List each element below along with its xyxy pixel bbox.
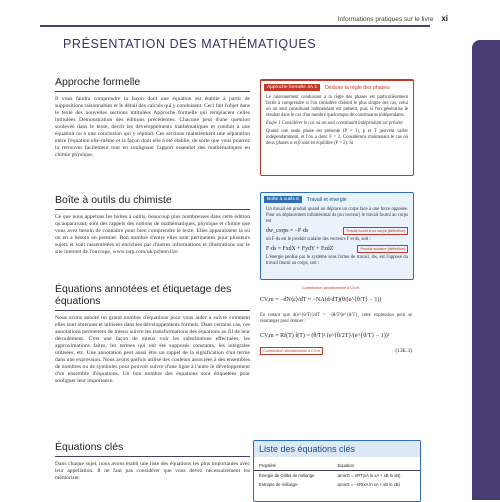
section-title: Boîte à outils du chimiste xyxy=(55,194,172,206)
section-key-equations xyxy=(55,441,250,482)
equation-annotation: Contribution vibrationnelle à CV,m xyxy=(302,286,360,290)
box-paragraph: Le raisonnement conduisant à la règle des phases est particulièrement facile à comprendre si l'on considère d'abord le plus simple des cas, celui où un seul constituant indépendant est présent, puis si l'on généralise le résultat dans le cas d'un nombre quelconque de constituants indépendants. xyxy=(266,95,408,118)
box-tag: Boîte à outils 6 xyxy=(264,196,302,203)
box-paragraph: Quand une seule phase est présente (P = 1), p et T peuvent varier indépendamment, et l'on a donc F = 2. Considérons maintenant le cas où deux phases α et β sont en équilibre (P = 2). Si xyxy=(266,129,408,146)
table-row xyxy=(254,480,420,489)
key-equations-box xyxy=(253,440,421,502)
formula-note: Travail fourni à un corps [définition] xyxy=(343,227,408,235)
box-paragraph: où F·ds est le produit scalaire des vecteurs F et ds, soit : xyxy=(266,237,371,242)
section-approche xyxy=(55,76,250,159)
section-text: Ce que nous appelons les boîtes à outils, beaucoup plus nombreuses dans cette édition qu'auparavant, sont des rappels des notions de mathématiques, physique et chimie que vous avez besoin de connaître pour bien comprendre le texte. Elles apparaissent là où on en a besoin en premier. Bon nombre d'entre elles sont pertinentes pour plusieurs sujets et sont rassemblées et enrichies par d'autres informations et illustrations sur le site internet de l'ouvrage, www.oup.com/uk/pchem11e/ xyxy=(55,214,250,256)
formula-work: dw_corps = −F·ds xyxy=(266,228,309,234)
boite-outils-box xyxy=(260,192,414,280)
header-rule xyxy=(40,25,430,27)
key-equations-table xyxy=(254,461,420,489)
page-title: PRÉSENTATION DES MATHÉMATIQUES xyxy=(63,37,317,51)
box-paragraph: L'énergie perdue par le système sous forme de travail, dw, est l'opposé du travail fourni au corps, soit : xyxy=(266,255,408,266)
running-title: Informations pratiques sur le livre xyxy=(337,16,434,23)
table-cell: ΔmixS = −nR(xA ln xA + xB ln xB) xyxy=(337,482,400,487)
section-title: Équations clés xyxy=(55,441,124,453)
box-title: Déduire la règle des phases xyxy=(325,84,390,91)
box-paragraph: Un travail est produit quand on déplace un corps face à une force opposée. Pour un déplacement infinitésimal ds (un vecteur) le travail fourni au corps est xyxy=(266,207,408,224)
right-sidebar-strip xyxy=(472,40,500,500)
key-equations-title: Liste des équations clés xyxy=(254,441,420,457)
formula-scalar: F·ds = FxdX + FydY + FzdZ xyxy=(266,246,334,252)
running-header xyxy=(338,14,448,23)
section-rule xyxy=(55,91,250,92)
equation-text: En notant que d(e^{θ/T})/dT = −(θ/T²)e^{θ/T}, cette expression peut se réarranger pour donner : xyxy=(260,313,412,324)
equation-label: Contribution vibrationnelle à CV,m xyxy=(260,347,323,355)
box-title: Travail et énergie xyxy=(306,196,347,203)
equation-second: CV,m = Rf(T) f(T) = (θ/T)² (e^{θ/2T}/(e^{θ/T} − 1))² xyxy=(260,333,390,339)
formula-note: Produit scalaire [définition] xyxy=(357,245,408,253)
box-tag: Approche formelle 4A.1 xyxy=(264,84,320,91)
table-header: Propriété xyxy=(259,463,276,468)
section-rule xyxy=(55,310,250,311)
table-header-row xyxy=(254,461,420,471)
section-text: Il vous faudra comprendre la façon dont une équation est établie à partir de suppositions raisonnables et le détail des calculs qui y conduisent. Ceci fait l'objet dans le texte des nouvelles sections intitulées Approche formelle qui remplacent celles intitulées Démonstration des éditions précédentes. Chacune peut d'une question soulevée dans le texte, décrit les développements mathématiques et conduit à une équation ou à une conclusion qui y répond. Ces sections maintiennent une séparation entre l'équation elle-même et la façon dont elle a été établie, de sorte que vous pourrez la retrouver facilement tout en soulignant l'apport essentiel des mathématiques en chimie physique. xyxy=(55,96,250,159)
section-rule xyxy=(55,456,250,457)
approche-formelle-box xyxy=(260,79,414,176)
section-rule xyxy=(55,209,250,210)
section-outils xyxy=(55,194,250,256)
annotated-equation-block xyxy=(260,286,412,392)
table-cell: Entropie de mélange xyxy=(259,482,298,487)
page-number: xi xyxy=(441,14,448,23)
table-header: Équation xyxy=(337,463,354,468)
section-title: Équations annotées et étiquetage des équations xyxy=(55,283,232,307)
section-equations xyxy=(55,283,250,385)
table-row xyxy=(254,471,420,481)
section-text: Dans chaque sujet, nous avons établi une liste des équations les plus importantes avec leur appellation. Il ne faut pas considérer que vous devez nécessairement les mémoriser. xyxy=(55,461,250,482)
table-cell: Énergie de Gibbs de mélange xyxy=(259,473,315,478)
box-step: Étape 1 Considérer le cas où un seul constituant indépendant est présent xyxy=(266,121,403,126)
equation-number: (13E.3) xyxy=(395,348,412,354)
table-cell: ΔmixG = nRT(xA ln xA + xB ln xB) xyxy=(337,473,401,478)
section-title: Approche formelle xyxy=(55,76,141,88)
section-text: Nous avons annoté un grand nombre d'équations pour vous aider à suivre comment elles sont obtenues et utilisées dans les développements formels. Dans certains cas, ces annotations permettent de mieux suivre les transformations des équations au fil de leur déroulement. C'est une façon de mieux voir les substitutions effectuées, les approximations faites, les termes qui ont été supposés constants, les intégrales utilisées, etc. Une annotation peut aussi être un rappel de la signification d'un terme dans une expression. Nous avons parfois utilisé des couleurs associées à des ensembles de nombres ou de symboles pour pouvoir suivre d'une ligne à l'autre le développement d'un ensemble d'équations. Un bon nombre des équations sont étiquetées pour souligner leur importance. xyxy=(55,315,250,385)
equation-main: CV,m = −dN⟨ε⟩/dT = −NA(d/dT)(θ/(e^{θ/T} − 1)) xyxy=(260,297,382,303)
